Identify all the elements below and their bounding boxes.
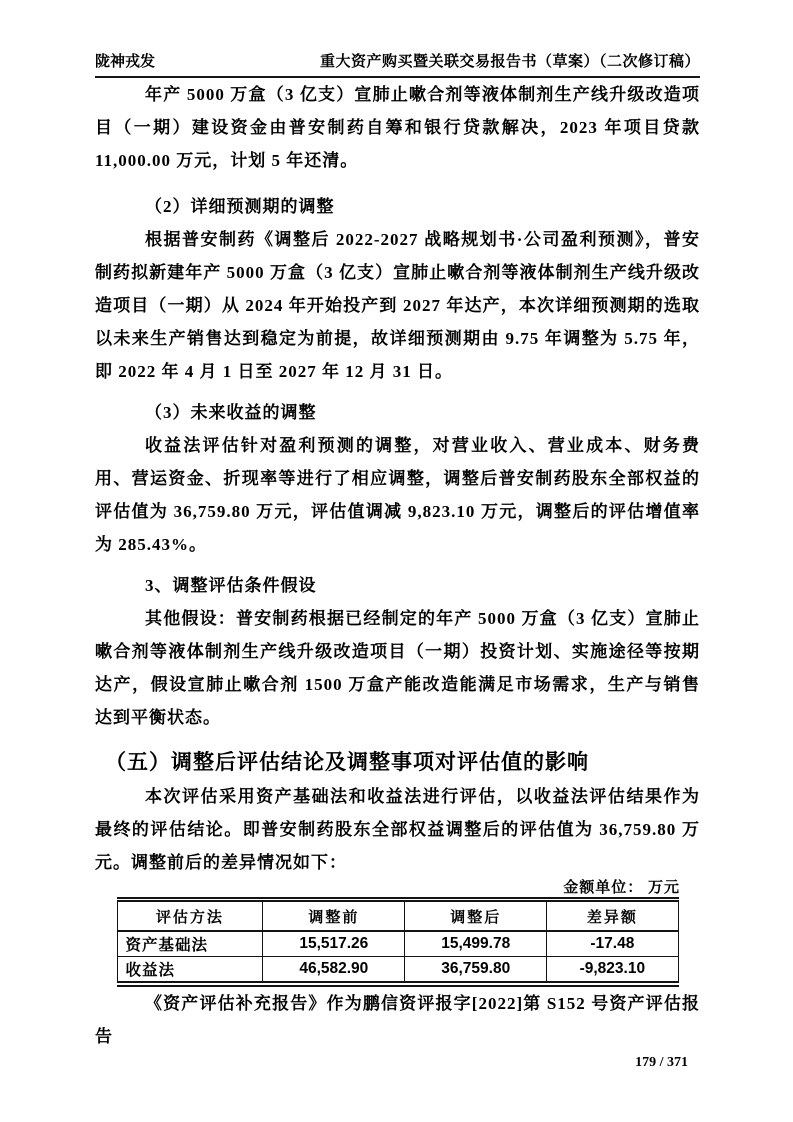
table-row <box>117 957 678 985</box>
cell-after: 36,759.80 <box>405 957 547 985</box>
column-header-after: 调整后 <box>405 900 547 932</box>
header-company: 陇神戎发 <box>95 54 156 70</box>
page-header <box>95 0 700 78</box>
header-report-title: 重大资产购买暨关联交易报告书（草案）（二次修订稿） <box>319 54 700 70</box>
table-header-row <box>117 900 678 932</box>
paragraph-funding: 年产 5000 万盒（3 亿支）宣肺止嗽合剂等液体制剂生产线升级改造项目（一期）建设资金由普安制药自筹和银行贷款解决，2023 年项目贷款 11,000.00 万元，计划 5 年还清。 <box>95 85 700 170</box>
page-number: 179 / 371 <box>635 1055 688 1070</box>
valuation-comparison-table <box>117 897 679 987</box>
column-header-before: 调整前 <box>263 900 405 932</box>
amount-unit-note: 金额单位： 万元 <box>563 880 680 896</box>
heading-income-adjustment: （3）未来收益的调整 <box>145 403 317 422</box>
paragraph-conclusion: 本次评估采用资产基础法和收益法进行评估，以收益法评估结果作为最终的评估结论。即普安制药股东全部权益调整后的评估值为 36,759.80 万元。调整前后的差异情况如下： <box>95 787 700 872</box>
paragraph-forecast: 根据普安制药《调整后 2022-2027 战略规划书·公司盈利预测》，普安制药拟新建年产 5000 万盒（3 亿支）宣肺止嗽合剂等液体制剂生产线升级改造项目（一期）从 2024 年开始投产到 2027 年达产，本次详细预测期的选取以未来生产销售达到稳定为前提，故详细预测期由 9.75 年调整为 5.75 年，即 2022 年 4 月 1 日至 2027 年 12 月 31 日。 <box>95 230 700 381</box>
cell-before: 46,582.90 <box>263 957 405 985</box>
heading-conclusion: （五）调整后评估结论及调整事项对评估值的影响 <box>105 750 589 774</box>
column-header-method: 评估方法 <box>117 900 263 932</box>
cell-method: 收益法 <box>117 957 263 985</box>
heading-forecast-adjustment: （2）详细预测期的调整 <box>145 197 335 216</box>
heading-assumption: 3、调整评估条件假设 <box>145 576 317 595</box>
cell-before: 15,517.26 <box>263 931 405 957</box>
cell-diff: -17.48 <box>547 931 678 957</box>
paragraph-report-reference: 《资产评估补充报告》作为鹏信资评报字[2022]第 S152 号资产评估报告 <box>95 994 700 1046</box>
cell-method: 资产基础法 <box>117 931 263 957</box>
cell-after: 15,499.78 <box>405 931 547 957</box>
paragraph-income: 收益法评估针对盈利预测的调整，对营业收入、营业成本、财务费用、营运资金、折现率等进行了相应调整，调整后普安制药股东全部权益的评估值为 36,759.80 万元，评估值调减 9,823.10 万元，调整后的评估增值率为 285.43%。 <box>95 436 700 554</box>
table-row <box>117 931 678 957</box>
cell-diff: -9,823.10 <box>547 957 678 985</box>
paragraph-assumption: 其他假设：普安制药根据已经制定的年产 5000 万盒（3 亿支）宣肺止嗽合剂等液体制剂生产线升级改造项目（一期）投资计划、实施途径等按期达产，假设宣肺止嗽合剂 1500 万盒产能改造能满足市场需求，生产与销售达到平衡状态。 <box>95 609 700 727</box>
column-header-diff: 差异额 <box>547 900 678 932</box>
